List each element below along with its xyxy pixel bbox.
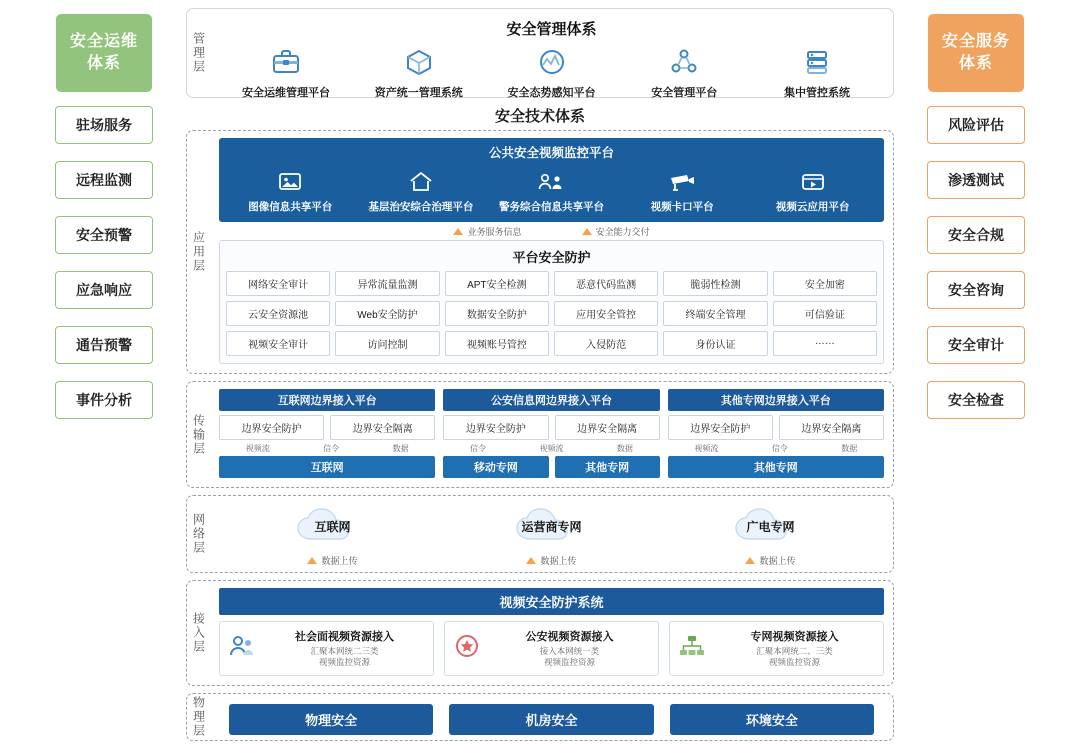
access-layer-label: 接入层	[191, 611, 206, 654]
network-cloud-0-label: 互联网	[314, 520, 351, 534]
tech-system-title: 安全技术体系	[494, 108, 585, 125]
left-item-5[interactable]: 事件分析	[55, 381, 153, 419]
center-stack	[186, 8, 894, 748]
transport-cell[interactable]: 边界安全防护	[443, 415, 548, 440]
toolbox-icon	[225, 43, 347, 81]
public-video-platform-title: 公共安全视频监控平台	[488, 146, 614, 160]
arrow-up-icon	[453, 228, 463, 235]
left-item-2[interactable]: 安全预警	[55, 216, 153, 254]
management-item-0[interactable]	[225, 43, 347, 100]
left-item-0[interactable]: 驻场服务	[55, 106, 153, 144]
transport-column-0	[219, 389, 435, 478]
transport-cell[interactable]: 边界安全防护	[219, 415, 324, 440]
access-item-0-desc1: 汇聚本网统二三类	[310, 646, 379, 656]
flow-item-0-label: 业务服务信息	[467, 227, 522, 237]
application-item-2-label: 警务综合信息共享平台	[498, 201, 604, 213]
management-item-4[interactable]	[756, 43, 878, 100]
protection-cell[interactable]: 可信验证	[773, 301, 877, 326]
network-cloud-0[interactable]	[248, 507, 418, 567]
right-item-5[interactable]: 安全检查	[927, 381, 1025, 419]
arrow-up-icon	[745, 557, 755, 564]
transport-column-2-head: 其他专网边界接入平台	[668, 389, 884, 411]
protection-cell[interactable]: 终端安全管理	[663, 301, 767, 326]
transport-tick: 信令	[771, 444, 788, 453]
right-column-title-line2: 体系	[958, 55, 993, 72]
camera-icon	[617, 167, 748, 197]
application-item-0-label: 图像信息共享平台	[248, 201, 333, 213]
right-item-0[interactable]: 风险评估	[927, 106, 1025, 144]
access-item-2-desc2: 视频监控资源	[768, 657, 820, 668]
protection-cell[interactable]: 应用安全管控	[554, 301, 658, 326]
access-item-0-title: 社会面视频资源接入	[295, 631, 394, 643]
left-item-3[interactable]: 应急响应	[55, 271, 153, 309]
flow-item-1	[582, 225, 650, 238]
transport-cell[interactable]: 边界安全隔离	[779, 415, 884, 440]
protection-cell[interactable]: 访问控制	[335, 331, 439, 356]
transport-tick: 数据	[392, 444, 409, 453]
physical-item-2[interactable]: 环境安全	[670, 704, 874, 735]
left-item-1[interactable]: 远程监测	[55, 161, 153, 199]
application-flow-row	[219, 225, 884, 238]
access-item-0[interactable]	[219, 621, 434, 676]
access-item-1-desc2: 视频监控资源	[543, 657, 595, 668]
platform-protection	[219, 240, 884, 364]
transport-network-1b[interactable]: 其他专网	[555, 456, 660, 478]
access-item-1[interactable]	[444, 621, 659, 676]
physical-item-1[interactable]: 机房安全	[449, 704, 653, 735]
management-item-2[interactable]	[491, 43, 613, 100]
protection-cell[interactable]: 云安全资源池	[226, 301, 330, 326]
arrow-up-icon	[526, 557, 536, 564]
right-item-3[interactable]: 安全咨询	[927, 271, 1025, 309]
transport-layer-label: 传输层	[191, 413, 206, 456]
application-item-0[interactable]	[225, 167, 356, 214]
left-item-4[interactable]: 通告预警	[55, 326, 153, 364]
management-title: 安全管理体系	[506, 21, 597, 38]
transport-column-1	[443, 389, 659, 478]
network-cloud-2-upload: 数据上传	[759, 556, 796, 566]
network-cloud-2[interactable]	[686, 507, 856, 567]
access-panel	[186, 580, 894, 686]
application-item-1[interactable]	[356, 167, 487, 214]
public-video-platform	[219, 138, 884, 222]
left-column-title	[56, 14, 152, 92]
access-item-1-title: 公安视频资源接入	[525, 631, 614, 643]
network-layer-label: 网络层	[191, 513, 206, 555]
protection-cell[interactable]: 视频安全审计	[226, 331, 330, 356]
application-item-2[interactable]	[486, 167, 617, 214]
network-cloud-1[interactable]	[467, 507, 637, 567]
application-item-3[interactable]	[617, 167, 748, 214]
management-panel	[186, 8, 894, 98]
protection-cell[interactable]: 网络安全审计	[226, 271, 330, 296]
right-column-title	[928, 14, 1024, 92]
management-item-2-label: 安全态势感知平台	[507, 87, 596, 99]
flow-item-0	[453, 225, 521, 238]
transport-tick: 信令	[470, 444, 487, 453]
access-bar-title: 视频安全防护系统	[219, 588, 884, 615]
management-item-1[interactable]	[358, 43, 480, 100]
management-item-0-label: 安全运维管理平台	[242, 87, 330, 99]
protection-cell[interactable]: 异常流量监测	[335, 271, 439, 296]
platform-protection-title: 平台安全防护	[512, 250, 591, 265]
application-layer-label: 应用层	[191, 231, 206, 273]
right-item-2[interactable]: 安全合规	[927, 216, 1025, 254]
network-panel	[186, 495, 894, 573]
cloud-video-icon	[747, 167, 878, 197]
arrow-up-icon	[582, 228, 592, 235]
flow-item-1-label: 安全能力交付	[595, 227, 650, 237]
access-item-0-desc2: 视频监控资源	[318, 657, 370, 668]
network-cloud-1-label: 运营商专网	[521, 520, 582, 534]
protection-cell[interactable]: 安全加密	[773, 271, 877, 296]
management-item-1-label: 资产统一管理系统	[374, 87, 463, 99]
transport-network-0[interactable]: 互联网	[219, 456, 435, 478]
transport-column-2	[668, 389, 884, 478]
management-layer-label: 管理层	[191, 32, 206, 74]
server-icon	[756, 43, 878, 81]
physical-layer-label: 物理层	[191, 695, 206, 738]
image-icon	[225, 167, 356, 197]
home-icon	[356, 167, 487, 197]
protection-cell[interactable]: ……	[773, 331, 877, 356]
access-item-2[interactable]	[669, 621, 884, 676]
left-column	[56, 14, 152, 436]
transport-tick: 视频流	[245, 444, 270, 453]
application-item-4[interactable]	[747, 167, 878, 214]
transport-network-1a[interactable]: 移动专网	[443, 456, 548, 478]
access-item-2-title: 专网视频资源接入	[750, 631, 839, 643]
access-item-2-desc1: 汇聚本网统二、三类	[756, 646, 833, 656]
transport-tick: 视频流	[694, 444, 719, 453]
network-cloud-0-upload: 数据上传	[321, 556, 358, 566]
access-item-1-desc1: 接入本网统一类	[539, 646, 600, 656]
cube-icon	[358, 43, 480, 81]
protection-cell[interactable]: 脆弱性检测	[663, 271, 767, 296]
transport-cell[interactable]: 边界安全隔离	[330, 415, 435, 440]
transport-column-0-head: 互联网边界接入平台	[219, 389, 435, 411]
transport-tick: 数据	[841, 444, 858, 453]
protection-cell[interactable]: 数据安全防护	[445, 301, 549, 326]
left-column-title-line1: 安全运维	[69, 33, 138, 51]
protection-cell[interactable]: 身份认证	[663, 331, 767, 356]
arrow-up-icon	[307, 557, 317, 564]
transport-tick: 数据	[616, 444, 633, 453]
transport-cell[interactable]: 边界安全隔离	[555, 415, 660, 440]
physical-panel	[186, 693, 894, 741]
right-column-title-line1: 安全服务	[941, 33, 1010, 51]
protection-cell[interactable]: 视频账号管控	[445, 331, 549, 356]
protection-cell[interactable]: Web安全防护	[335, 301, 439, 326]
star-badge-icon	[453, 633, 481, 664]
physical-item-0[interactable]: 物理安全	[229, 704, 433, 735]
protection-cell[interactable]: 入侵防范	[554, 331, 658, 356]
platform-protection-grid	[226, 271, 877, 356]
transport-tick: 信令	[323, 444, 340, 453]
protection-cell[interactable]: APT安全检测	[445, 271, 549, 296]
network-icon	[623, 43, 745, 81]
application-item-4-label: 视频云应用平台	[775, 201, 850, 213]
protection-cell[interactable]: 恶意代码监测	[554, 271, 658, 296]
application-panel	[186, 130, 894, 374]
application-item-1-label: 基层治安综合治理平台	[368, 201, 474, 213]
network-cloud-2-label: 广电专网	[746, 520, 795, 534]
transport-network-2[interactable]: 其他专网	[668, 456, 884, 478]
right-item-1[interactable]: 渗透测试	[927, 161, 1025, 199]
network-cloud-1-upload: 数据上传	[540, 556, 577, 566]
right-item-4[interactable]: 安全审计	[927, 326, 1025, 364]
sitemap-icon	[678, 633, 706, 664]
transport-cell[interactable]: 边界安全防护	[668, 415, 773, 440]
transport-tick: 视频流	[539, 444, 564, 453]
management-item-3-label: 安全管理平台	[651, 87, 718, 99]
management-item-3[interactable]	[623, 43, 745, 100]
people-share-icon	[486, 167, 617, 197]
people-icon	[228, 633, 256, 664]
transport-panel	[186, 381, 894, 488]
management-item-4-label: 集中管控系统	[784, 87, 850, 99]
right-column	[928, 14, 1024, 436]
radar-icon	[491, 43, 613, 81]
left-column-title-line2: 体系	[86, 55, 121, 72]
transport-column-1-head: 公安信息网边界接入平台	[443, 389, 659, 411]
application-item-3-label: 视频卡口平台	[650, 201, 714, 213]
